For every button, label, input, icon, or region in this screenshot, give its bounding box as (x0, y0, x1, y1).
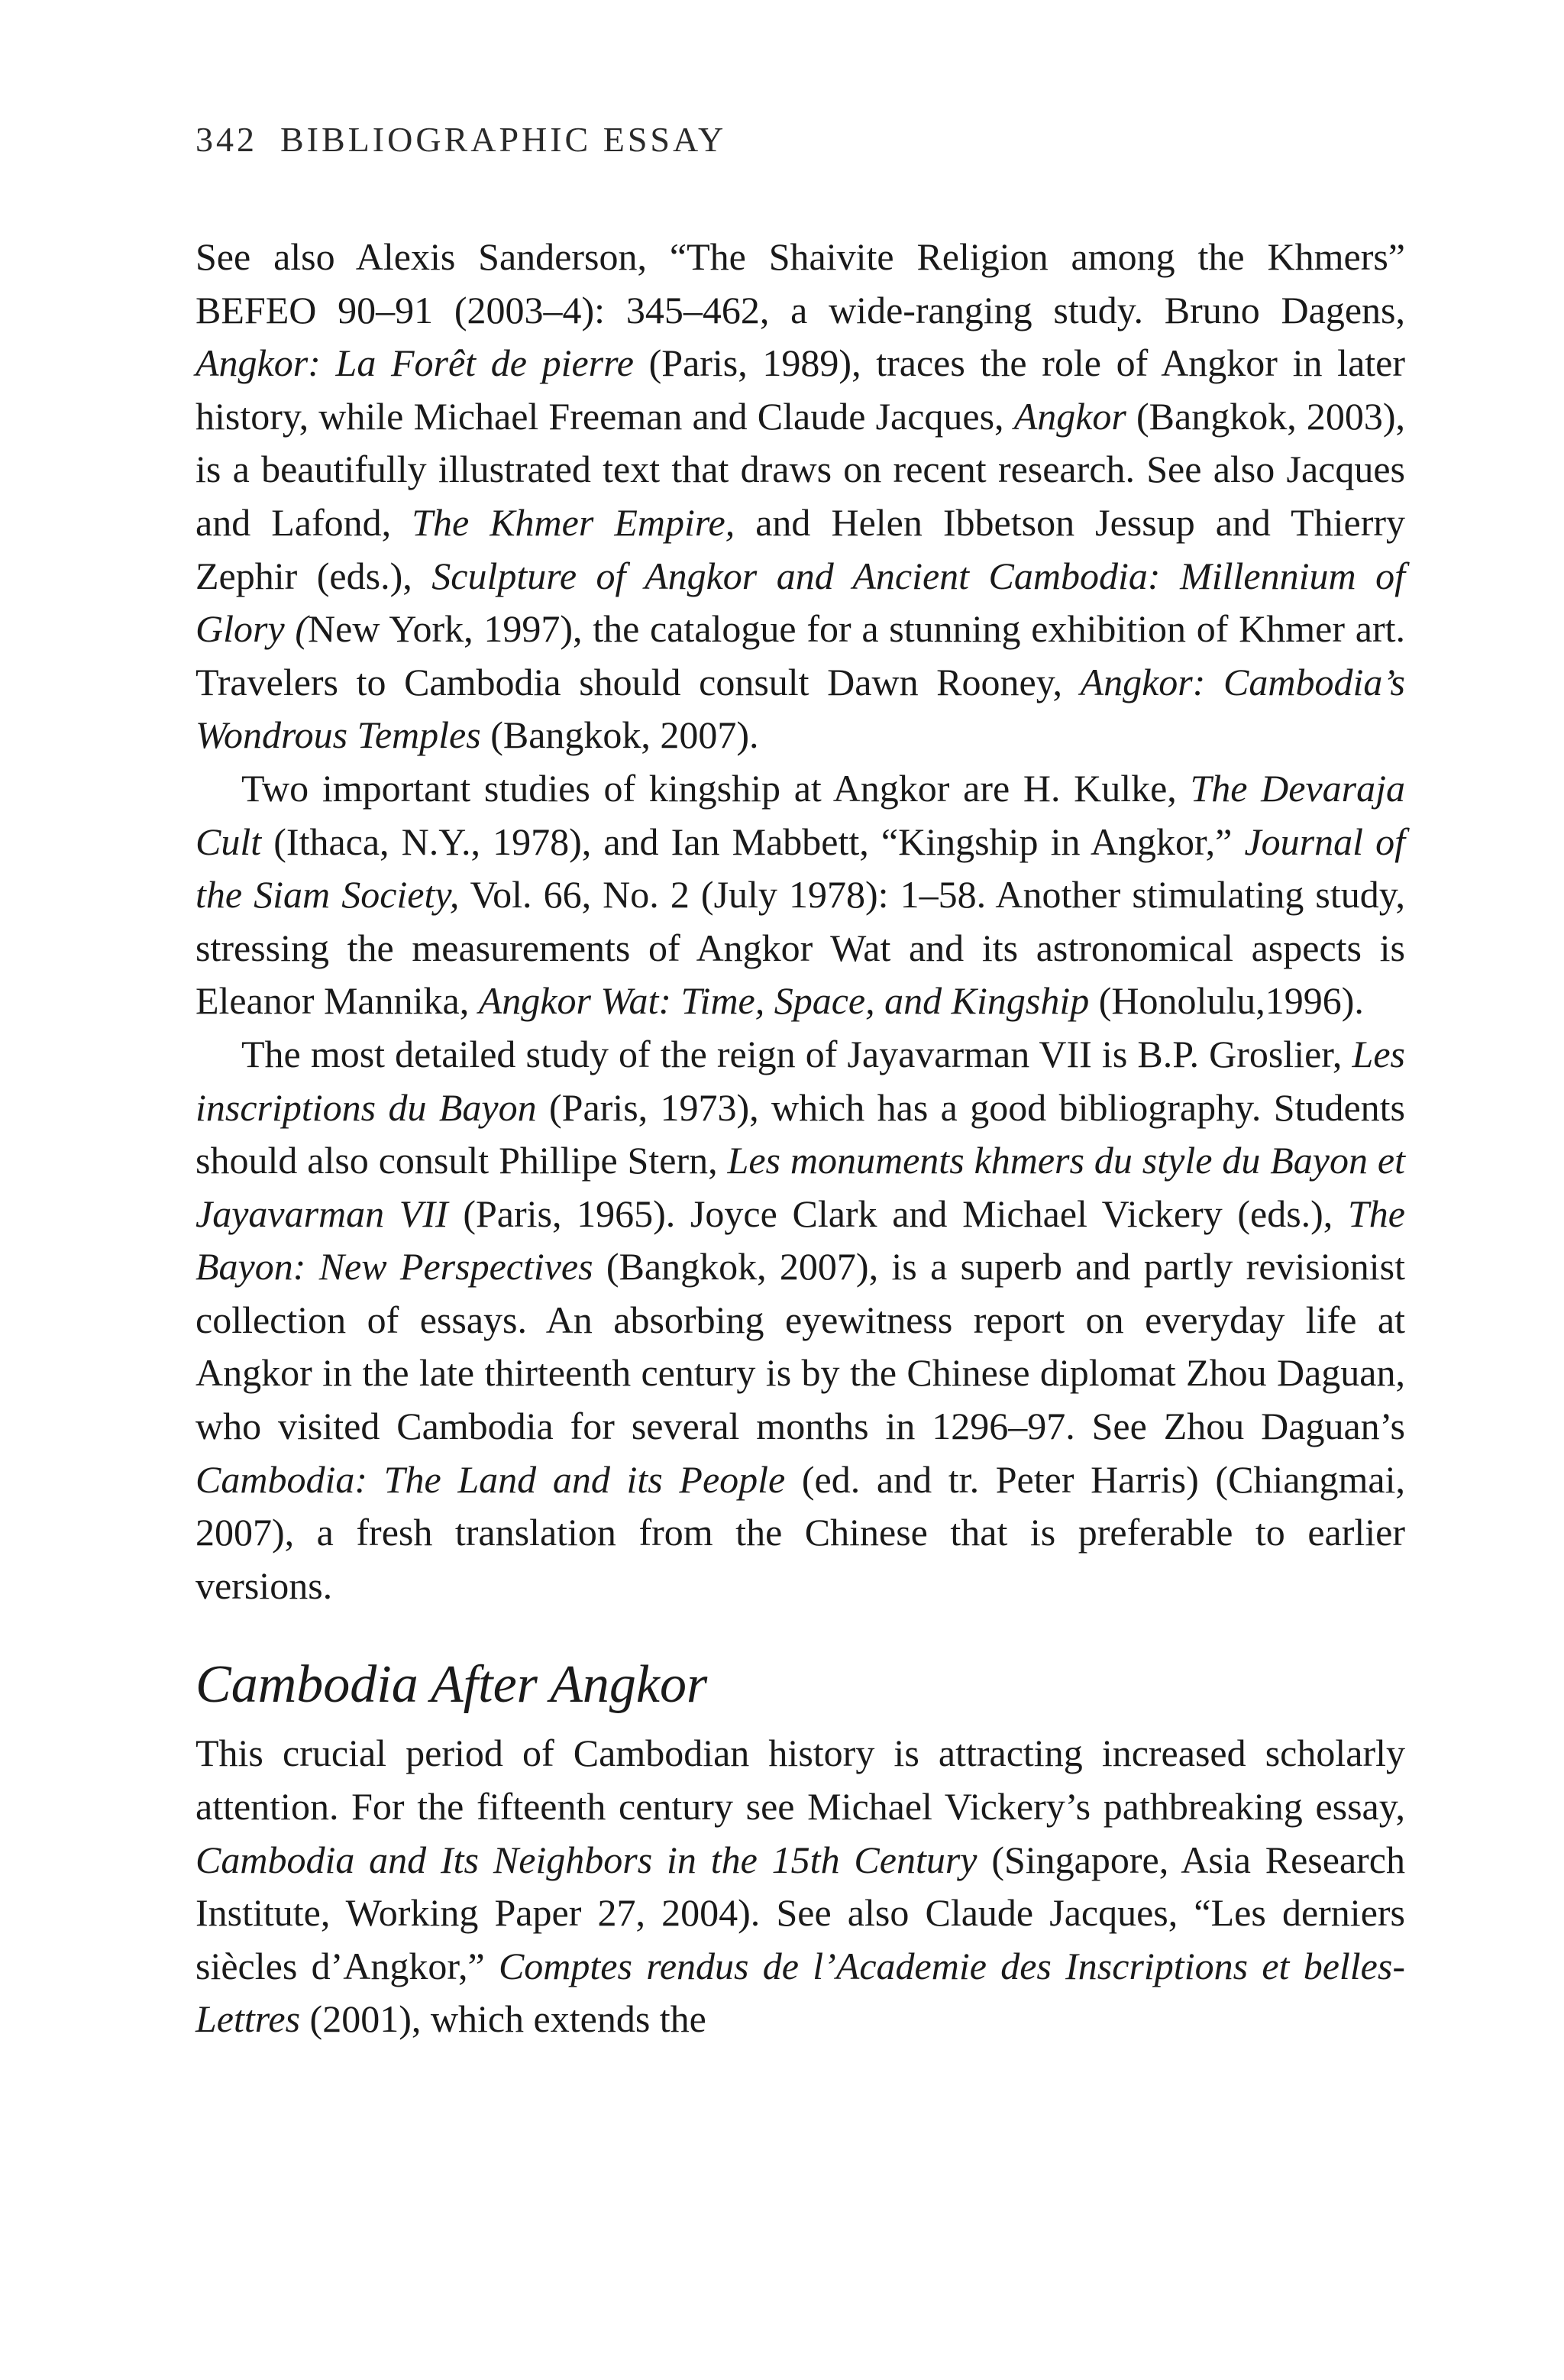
text-run: (Paris, 1989), traces the role of Angkor in later history, while Michael Freeman and Claude Jacques, (196, 341, 1405, 438)
italic-title: Les inscriptions du Bayon (196, 1032, 1405, 1129)
text-run: (Ithaca, N.Y., 1978), and Ian Mabbett, “Kingship in Angkor,” (261, 820, 1245, 863)
paragraph-3 (196, 1028, 1405, 1613)
page-number: 342 (196, 120, 257, 159)
body-text (196, 231, 1405, 2046)
text-run: (ed. and tr. Peter Harris) (Chiangmai, 2007), a fresh translation from the Chinese that is preferable to earlier versions. (196, 1457, 1405, 1607)
italic-title: Les monuments khmers du style du Bayon et Jayavarman VII (196, 1139, 1405, 1235)
text-run: (2001), which extends the (300, 1997, 706, 2041)
italic-title: Angkor: La Forêt de pierre (196, 341, 634, 385)
text-run: Vol. 66, No. 2 (July 1978): 1–58. Another stimulating study, stressing the measurements of Angkor Wat and its astronomical aspects is Eleanor Mannika, (196, 873, 1405, 1023)
italic-title: The Devaraja Cult (196, 766, 1405, 863)
text-run: See also Alexis Sanderson, “The Shaivite Religion among the Khmers” BEFEO 90–91 (2003–4): 345–462, a wide-ranging study. Bruno Dagens, (196, 235, 1405, 331)
italic-title: Cambodia: The Land and its People (196, 1457, 786, 1501)
running-head (196, 122, 1405, 157)
text-run: New York, 1997), the catalogue for a stunning exhibition of Khmer art. Travelers to Cambodia should consult Dawn Rooney, (196, 607, 1405, 703)
text-run: (Bangkok, 2007). (480, 713, 759, 757)
italic-title: Angkor: Cambodia’s Wondrous Temples (196, 660, 1405, 757)
text-run: (Paris, 1973), which has a good bibliography. Students should also consult Phillipe Stern, (196, 1085, 1405, 1182)
italic-title: The Khmer Empire, (412, 500, 735, 544)
page (196, 122, 1405, 2046)
paragraph-2 (196, 762, 1405, 1028)
italic-title: The Bayon: New Perspectives (196, 1192, 1405, 1289)
text-run: The most detailed study of the reign of Jayavarman VII is B.P. Groslier, (241, 1032, 1352, 1075)
text-run: This crucial period of Cambodian history is attracting increased scholarly attention. For the fifteenth century see Michael Vickery’s pathbreaking essay, (196, 1732, 1405, 1829)
text-run: (Bangkok, 2003), is a beautifully illustrated text that draws on recent research. See also Jacques and Lafond, (196, 394, 1405, 544)
text-run: (Singapore, Asia Research Institute, Working Paper 27, 2004). See also Claude Jacques, “Les derniers siècles d’Angkor,” (196, 1838, 1405, 1987)
italic-title: Sculpture of Angkor and Ancient Cambodia: Millennium of Glory ( (196, 554, 1405, 651)
italic-title: Angkor Wat: Time, Space, and Kingship (478, 979, 1090, 1023)
paragraph-1 (196, 231, 1405, 762)
running-title: BIBLIOGRAPHIC ESSAY (280, 120, 727, 159)
italic-title: Journal of the Siam Society, (196, 820, 1406, 917)
section-paragraph-1 (196, 1727, 1405, 2046)
section-heading: Cambodia After Angkor (196, 1655, 708, 1715)
italic-title: Angkor (1013, 394, 1126, 438)
text-run: (Honolulu,1996). (1089, 979, 1364, 1023)
text-run: and Helen Ibbetson Jessup and Thierry Zephir (eds.), (196, 500, 1405, 597)
text-run: (Bangkok, 2007), is a superb and partly revisionist collection of essays. An absorbing eyewitness report on everyday life at Angkor in the late thirteenth century is by the Chinese diplomat Zhou Daguan, who visited Cambodia for several months in 1296–97. See Zhou Daguan’s (196, 1245, 1405, 1448)
text-run: (Paris, 1965). Joyce Clark and Michael Vickery (eds.), (448, 1192, 1348, 1235)
italic-title: Comptes rendus de l’Academie des Inscriptions et belles-Lettres (196, 1944, 1405, 2041)
text-run: Two important studies of kingship at Angkor are H. Kulke, (241, 766, 1191, 810)
italic-title: Cambodia and Its Neighbors in the 15th Century (196, 1838, 978, 1881)
